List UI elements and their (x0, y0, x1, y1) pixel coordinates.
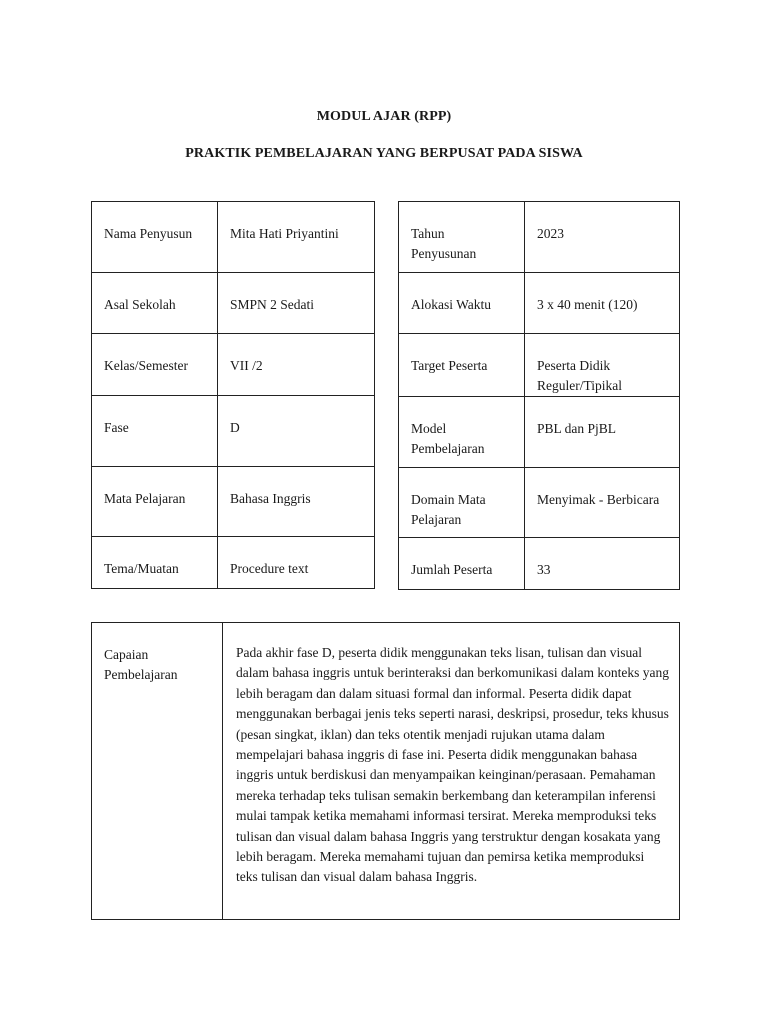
field-value: Bahasa Inggris (218, 467, 375, 537)
field-value: Procedure text (218, 537, 375, 589)
field-value: Menyimak - Berbicara (525, 468, 680, 538)
field-label: Model Pembelajaran (399, 397, 525, 468)
field-label: Alokasi Waktu (399, 273, 525, 334)
field-label: Domain Mata Pelajaran (399, 468, 525, 538)
table-row (399, 273, 680, 334)
field-label: Kelas/Semester (92, 334, 218, 396)
field-value: Peserta Didik Reguler/Tipikal (525, 334, 680, 397)
field-label: Mata Pelajaran (92, 467, 218, 537)
field-label: Tema/Muatan (92, 537, 218, 589)
field-label: Fase (92, 396, 218, 467)
table-row (92, 467, 375, 537)
field-value: Mita Hati Priyantini (218, 202, 375, 273)
table-row (92, 273, 375, 334)
field-label: Nama Penyusun (92, 202, 218, 273)
field-value: 3 x 40 menit (120) (525, 273, 680, 334)
document-title: MODUL AJAR (RPP) (316, 109, 452, 124)
field-label: Tahun Penyusunan (399, 202, 525, 273)
table-row (399, 202, 680, 273)
capaian-label: Capaian Pembelajaran (92, 623, 223, 920)
table-row (92, 334, 375, 396)
capaian-pembelajaran-table (91, 622, 680, 920)
table-row (399, 334, 680, 397)
field-value: D (218, 396, 375, 467)
document-subtitle: PRAKTIK PEMBELAJARAN YANG BERPUSAT PADA SISWA (185, 146, 583, 161)
table-row (92, 396, 375, 467)
field-label: Jumlah Peserta (399, 538, 525, 590)
identity-table-right (398, 201, 680, 590)
field-label: Target Peserta (399, 334, 525, 397)
table-row (399, 397, 680, 468)
field-value: 2023 (525, 202, 680, 273)
table-row (399, 538, 680, 590)
field-value: 33 (525, 538, 680, 590)
table-row (92, 537, 375, 589)
capaian-text: Pada akhir fase D, peserta didik menggunakan teks lisan, tulisan dan visual dalam bahasa inggris untuk berinteraksi dan berkomunikasi dalam konteks yang lebih beragam dan dalam situasi formal dan informal. Peserta didik dapat menggunakan berbagai jenis teks seperti narasi, deskripsi, prosedur, teks khusus (pesan singkat, iklan) dan teks otentik menjadi rujukan utama dalam mempelajari bahasa inggris di fase ini. Peserta didik menggunakan bahasa inggris untuk berdiskusi dan menyampaikan keinginan/perasaan. Pemahaman mereka terhadap teks tulisan semakin berkembang dan keterampilan inferensi mulai tampak ketika memahami informasi tersirat. Mereka memproduksi teks tulisan dan visual dalam bahasa Inggris yang terstruktur dengan kosakata yang lebih beragam. Mereka memahami tujuan dan pemirsa ketika memproduksi teks tulisan dan visual dalam bahasa Inggris. (223, 623, 680, 920)
table-row (92, 623, 680, 920)
field-value: VII /2 (218, 334, 375, 396)
table-row (92, 202, 375, 273)
table-row (399, 468, 680, 538)
field-value: SMPN 2 Sedati (218, 273, 375, 334)
identity-table-left (91, 201, 375, 589)
field-value: PBL dan PjBL (525, 397, 680, 468)
field-label: Asal Sekolah (92, 273, 218, 334)
